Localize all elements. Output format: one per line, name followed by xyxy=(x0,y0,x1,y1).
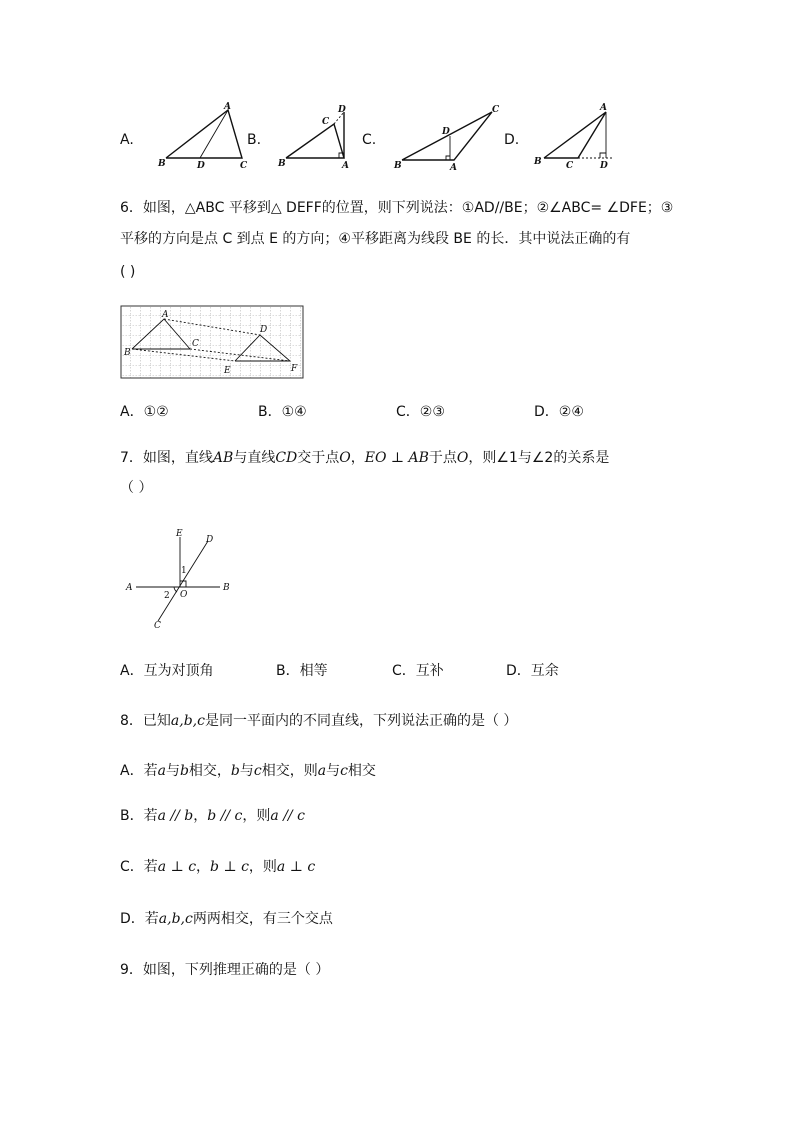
label: D xyxy=(206,535,214,545)
label: O xyxy=(180,590,188,600)
label: D xyxy=(442,127,450,137)
q6-option-a[interactable]: A．①② xyxy=(120,404,169,420)
q5-option-c-label: C. xyxy=(362,132,377,148)
label: C xyxy=(322,117,330,127)
q7-figure xyxy=(120,525,235,633)
label: E xyxy=(176,529,183,539)
label: D xyxy=(260,325,268,335)
label: A xyxy=(224,102,231,112)
q8-text: 8．已知a,b,c是同一平面内的不同直线，下列说法正确的是（ ） xyxy=(120,713,518,729)
q5-figure-b xyxy=(272,100,362,172)
label: A xyxy=(342,161,349,171)
q5-figure-a xyxy=(150,100,250,172)
q5-option-d-label: D. xyxy=(504,132,520,148)
q6-option-d[interactable]: D．②④ xyxy=(534,404,584,420)
q5-option-b-label: B. xyxy=(247,132,262,148)
q8-option-d[interactable]: D．若a,b,c两两相交，有三个交点 xyxy=(120,911,333,927)
q7-option-d[interactable]: D．互余 xyxy=(506,663,559,679)
label: D xyxy=(197,161,205,171)
label: B xyxy=(124,348,131,358)
q5-figure-d xyxy=(530,100,620,172)
label: A xyxy=(126,583,133,593)
q6-text-line1: 6．如图，△ABC 平移到△ DEFF的位置，则下列说法：①AD//BE；②∠ABC= ∠DFE；③ xyxy=(120,200,674,216)
q6-grid-figure xyxy=(120,305,304,379)
label: 2 xyxy=(164,591,170,601)
label: A xyxy=(162,310,169,320)
label: C xyxy=(492,105,500,115)
q7-option-c[interactable]: C．互补 xyxy=(392,663,444,679)
q7-option-a[interactable]: A．互为对顶角 xyxy=(120,663,214,679)
label: B xyxy=(278,159,286,169)
q6-text-line2: 平移的方向是点 C 到点 E 的方向；④平移距离为线段 BE 的长．其中说法正确的有 xyxy=(120,231,631,247)
label: A xyxy=(450,163,457,172)
label: E xyxy=(224,366,231,376)
label: D xyxy=(600,161,608,171)
q6-option-c[interactable]: C．②③ xyxy=(396,404,445,420)
q8-option-a[interactable]: A．若a与b相交，b与c相交，则a与c相交 xyxy=(120,763,376,779)
q7-option-b[interactable]: B．相等 xyxy=(276,663,328,679)
label: C xyxy=(154,621,161,631)
q7-text: 7．如图，直线AB与直线CD交于点O，EO ⊥ AB于点O，则∠1与∠2的关系是 xyxy=(120,450,610,466)
q9-text: 9．如图，下列推理正确的是（ ） xyxy=(120,962,330,978)
q5-option-a-label: A. xyxy=(120,132,134,148)
q6-option-b[interactable]: B．①④ xyxy=(258,404,307,420)
label: B xyxy=(534,157,542,167)
label: D xyxy=(338,105,346,115)
label: B xyxy=(158,159,166,169)
label: C xyxy=(240,161,248,171)
q8-option-c[interactable]: C．若a ⊥ c，b ⊥ c，则a ⊥ c xyxy=(120,859,316,875)
label: C xyxy=(192,339,199,349)
q8-option-b[interactable]: B．若a // b，b // c，则a // c xyxy=(120,808,305,824)
label: F xyxy=(291,364,298,374)
label: B xyxy=(223,583,230,593)
q6-answer-paren: ( ) xyxy=(120,264,136,280)
label: 1 xyxy=(181,566,187,576)
label: A xyxy=(600,103,607,113)
label: C xyxy=(566,161,574,171)
label: B xyxy=(394,161,402,171)
q7-answer-paren: （ ） xyxy=(120,480,153,496)
q5-figure-c xyxy=(388,100,508,172)
